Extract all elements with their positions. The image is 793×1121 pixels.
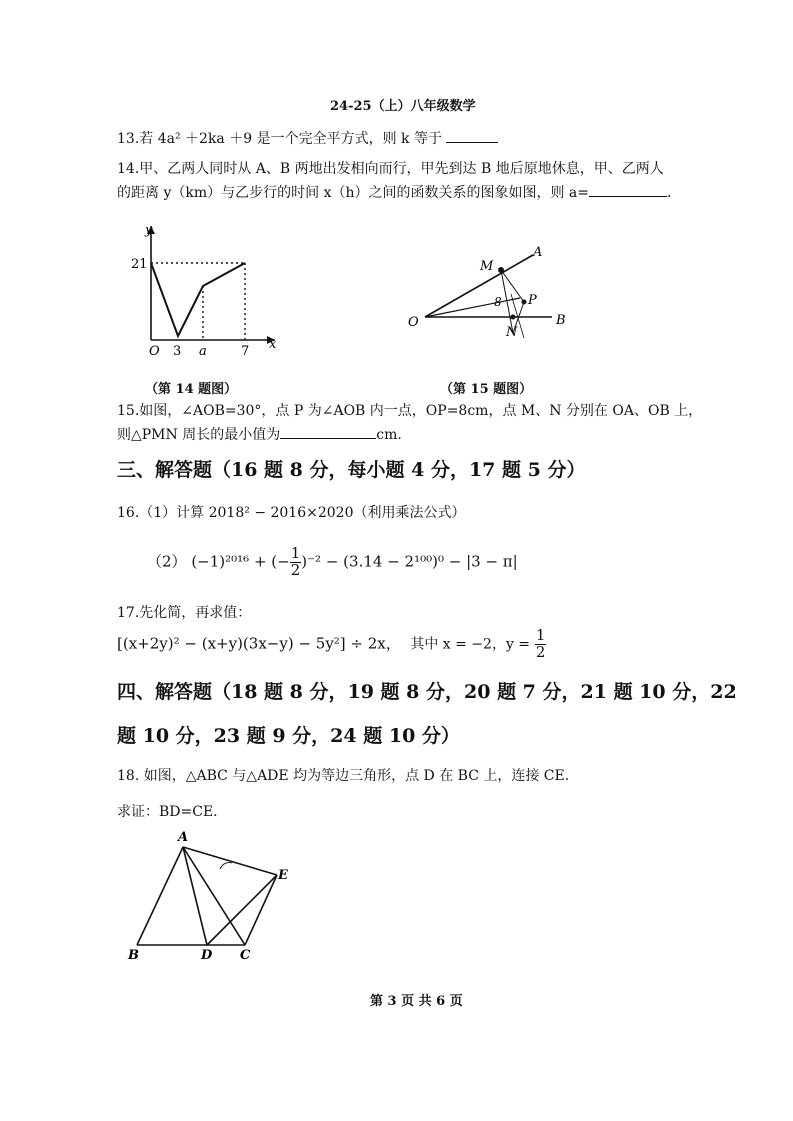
q15-line1: 15.如图，∠AOB=30°，点 P 为∠AOB 内一点，OP=8cm，点 M、N 分别在 OA、OB 上， bbox=[117, 403, 703, 419]
segment-CE bbox=[245, 875, 277, 945]
x-tick-7: 7 bbox=[241, 344, 250, 359]
label-D: D bbox=[201, 948, 213, 963]
q18-text: 18. 如图，△ABC 与△ADE 均为等边三角形，点 D 在 BC 上，连接 CE. bbox=[117, 768, 570, 784]
fig15-caption: （第 15 题图） bbox=[440, 382, 533, 397]
q17-expression bbox=[117, 628, 546, 661]
q17-expr: [(x+2y)² − (x+y)(3x−y) − 5y²] ÷ 2x， bbox=[117, 634, 401, 653]
q15-line2: 则△PMN 周长的最小值为 bbox=[117, 427, 281, 443]
q16-frac-den: 2 bbox=[290, 560, 301, 579]
figure-18-diagram bbox=[120, 825, 300, 965]
q15-answer-blank[interactable] bbox=[280, 426, 376, 439]
label-P: P bbox=[528, 293, 537, 308]
point-N bbox=[511, 315, 516, 320]
q14-end: . bbox=[667, 185, 672, 201]
section-4-line2: 题 10 分，23 题 9 分，24 题 10 分） bbox=[117, 725, 460, 747]
q15-line2-wrap bbox=[117, 424, 402, 444]
label-E: E bbox=[278, 868, 288, 883]
point-P bbox=[522, 300, 527, 305]
q17-frac-den: 2 bbox=[535, 642, 546, 661]
q14-line2-wrap bbox=[117, 182, 671, 202]
segment-OP bbox=[425, 298, 520, 317]
angle-mark bbox=[220, 863, 232, 869]
q17-title: 17.先化简，再求值： bbox=[117, 605, 252, 621]
q17-cond: 其中 x = −2，y = bbox=[410, 636, 531, 653]
q16-part2-expr: (−1)²⁰¹⁶ + (− bbox=[191, 552, 290, 571]
q13-text: 13.若 4a² ＋2ka ＋9 是一个完全平方式，则 k 等于 bbox=[117, 131, 442, 147]
q14-answer-blank[interactable] bbox=[589, 184, 667, 197]
label-8: 8 bbox=[494, 295, 502, 309]
label-B: B bbox=[128, 948, 139, 963]
section-4-line1: 四、解答题（18 题 8 分，19 题 8 分，20 题 7 分，21 题 10 分，22 bbox=[117, 681, 737, 703]
x-tick-3: 3 bbox=[173, 344, 182, 359]
q17-frac-num: 1 bbox=[535, 626, 546, 644]
q16-part2-rest: )⁻² − (3.14 − 2¹⁰⁰)⁰ − |3 − π| bbox=[301, 552, 518, 571]
q16-part2-label: （2） bbox=[147, 552, 187, 571]
figure-15-diagram bbox=[400, 238, 590, 343]
label-M: M bbox=[480, 259, 494, 274]
question-13 bbox=[117, 128, 498, 148]
page-footer: 第 3 页 共 6 页 bbox=[370, 994, 463, 1009]
ray-OA bbox=[425, 255, 533, 317]
label-A: A bbox=[533, 245, 543, 260]
q16-part2 bbox=[147, 546, 518, 579]
label-B: B bbox=[556, 313, 566, 328]
x-tick-a: a bbox=[199, 344, 207, 359]
segment-AE bbox=[183, 847, 277, 875]
segment-AC bbox=[183, 847, 245, 945]
graph-polyline bbox=[151, 263, 245, 336]
q16-frac-num: 1 bbox=[290, 544, 301, 562]
y-axis-label: y bbox=[145, 223, 153, 238]
q16-part1: 16.（1）计算 2018² − 2016×2020（利用乘法公式） bbox=[117, 505, 466, 521]
q14-line1: 14.甲、乙两人同时从 A、B 两地出发相向而行，甲先到达 B 地后原地休息，甲、乙两人 bbox=[117, 161, 664, 177]
x-axis-label: x bbox=[269, 337, 277, 352]
q18-proof: 求证：BD=CE. bbox=[117, 804, 218, 820]
label-N: N bbox=[506, 325, 518, 340]
origin-label: O bbox=[149, 344, 160, 359]
segment-DE bbox=[207, 875, 277, 945]
q14-line2: 的距离 y（km）与乙步行的时间 x（h）之间的函数关系的图象如图，则 a= bbox=[117, 185, 590, 201]
label-A: A bbox=[178, 830, 189, 845]
q13-answer-blank[interactable] bbox=[446, 130, 498, 143]
label-O: O bbox=[408, 315, 419, 330]
q15-unit: cm. bbox=[376, 427, 402, 443]
point-M bbox=[498, 267, 504, 273]
segment-AD bbox=[183, 847, 207, 945]
page-header: 24-25（上）八年级数学 bbox=[330, 99, 476, 114]
label-C: C bbox=[240, 948, 251, 963]
fig14-caption: （第 14 题图） bbox=[145, 382, 238, 397]
section-3-title: 三、解答题（16 题 8 分，每小题 4 分，17 题 5 分） bbox=[117, 459, 586, 481]
segment-AB bbox=[137, 847, 183, 945]
y-tick-21: 21 bbox=[131, 257, 148, 272]
figure-14-graph bbox=[125, 220, 285, 360]
